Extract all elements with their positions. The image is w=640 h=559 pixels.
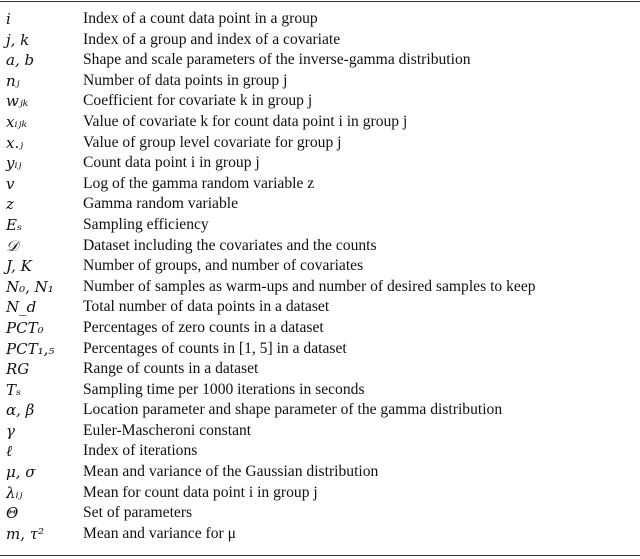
symbol-cell: m, τ² — [6, 524, 45, 543]
symbol-cell: PCT₀ — [6, 318, 44, 337]
table-row — [6, 50, 536, 71]
symbol-cell: i — [6, 10, 11, 28]
symbol-cell: j, k — [6, 30, 30, 49]
symbol-cell: x.ⱼ — [6, 133, 24, 152]
table-row — [6, 133, 536, 154]
description-cell: Count data point i in group j — [83, 154, 260, 172]
table-row — [6, 112, 536, 133]
symbol-cell: yᵢⱼ — [6, 154, 22, 173]
symbol-cell: ℓ — [6, 442, 13, 461]
table-row — [6, 503, 536, 524]
description-cell: Coefficient for covariate k in group j — [83, 92, 313, 110]
symbol-cell: z — [6, 195, 14, 214]
table-row — [6, 359, 536, 380]
symbol-cell: 𝒟 — [6, 236, 18, 255]
bottom-rule — [0, 555, 640, 556]
table-row — [6, 524, 536, 545]
table-row — [6, 91, 536, 112]
description-cell: Percentages of counts in [1, 5] in a dataset — [83, 339, 347, 357]
symbol-cell: J, K — [6, 257, 32, 276]
table-row — [6, 441, 536, 462]
symbol-cell: N₀, N₁ — [6, 277, 54, 296]
description-cell: Number of groups, and number of covariates — [83, 257, 364, 275]
symbol-cell: nⱼ — [6, 71, 20, 90]
description-cell: Euler-Mascheroni constant — [83, 421, 252, 439]
symbol-cell: RG — [6, 360, 30, 379]
symbol-cell: N_d — [6, 298, 37, 317]
table-row — [6, 174, 536, 195]
description-cell: Number of data points in group j — [83, 71, 288, 89]
description-cell: Number of samples as warm-ups and number of desired samples to keep — [83, 277, 536, 295]
description-cell: Index of a group and index of a covariate — [83, 30, 341, 48]
table-row — [6, 153, 536, 174]
description-cell: Value of covariate k for count data point i in group j — [83, 112, 408, 130]
table-row — [6, 421, 536, 442]
table-row — [6, 277, 536, 298]
symbol-cell: wⱼₖ — [6, 92, 29, 111]
description-cell: Log of the gamma random variable z — [83, 174, 315, 192]
symbol-cell: v — [6, 174, 15, 193]
table-row — [6, 215, 536, 236]
description-cell: Shape and scale parameters of the inverse-gamma distribution — [83, 51, 471, 69]
symbol-cell: a, b — [6, 51, 35, 70]
description-cell: Index of a count data point in a group — [83, 10, 318, 27]
table-row — [6, 194, 536, 215]
table-row — [6, 297, 536, 318]
symbol-cell: Tₛ — [6, 380, 22, 399]
table-row — [6, 483, 536, 504]
table-row — [6, 318, 536, 339]
symbol-cell: μ, σ — [6, 463, 36, 482]
symbol-cell: Θ — [6, 504, 19, 523]
description-cell: Mean for count data point i in group j — [83, 483, 318, 501]
notation-table-body — [6, 9, 536, 544]
description-cell: Value of group level covariate for group j — [83, 133, 342, 151]
description-cell: Dataset including the covariates and the counts — [83, 236, 377, 254]
symbol-cell: λᵢⱼ — [6, 483, 23, 502]
table-row — [6, 339, 536, 360]
table-row — [6, 256, 536, 277]
table-row — [6, 380, 536, 401]
table-row — [6, 71, 536, 92]
description-cell: Mean and variance for μ — [83, 524, 236, 542]
description-cell: Location parameter and shape parameter of the gamma distribution — [83, 401, 503, 419]
top-rule — [0, 1, 640, 2]
table-row — [6, 236, 536, 257]
description-cell: Set of parameters — [83, 504, 193, 522]
table-row — [6, 462, 536, 483]
symbol-cell: γ — [6, 421, 15, 440]
description-cell: Percentages of zero counts in a dataset — [83, 318, 324, 336]
table-row — [6, 30, 536, 51]
description-cell: Mean and variance of the Gaussian distribution — [83, 463, 379, 481]
symbol-cell: PCT₁,₅ — [6, 339, 55, 358]
description-cell: Sampling time per 1000 iterations in seconds — [83, 380, 365, 398]
table-row — [6, 400, 536, 421]
description-cell: Range of counts in a dataset — [83, 360, 259, 378]
description-cell: Sampling efficiency — [83, 215, 209, 233]
symbol-cell: α, β — [6, 401, 35, 420]
description-cell: Gamma random variable — [83, 195, 239, 213]
description-cell: Total number of data points in a dataset — [83, 298, 330, 316]
symbol-cell: Eₛ — [6, 215, 23, 234]
description-cell: Index of iterations — [83, 442, 198, 460]
table-row — [6, 9, 536, 30]
symbol-cell: xᵢⱼₖ — [6, 112, 27, 131]
notation-table — [6, 9, 536, 544]
